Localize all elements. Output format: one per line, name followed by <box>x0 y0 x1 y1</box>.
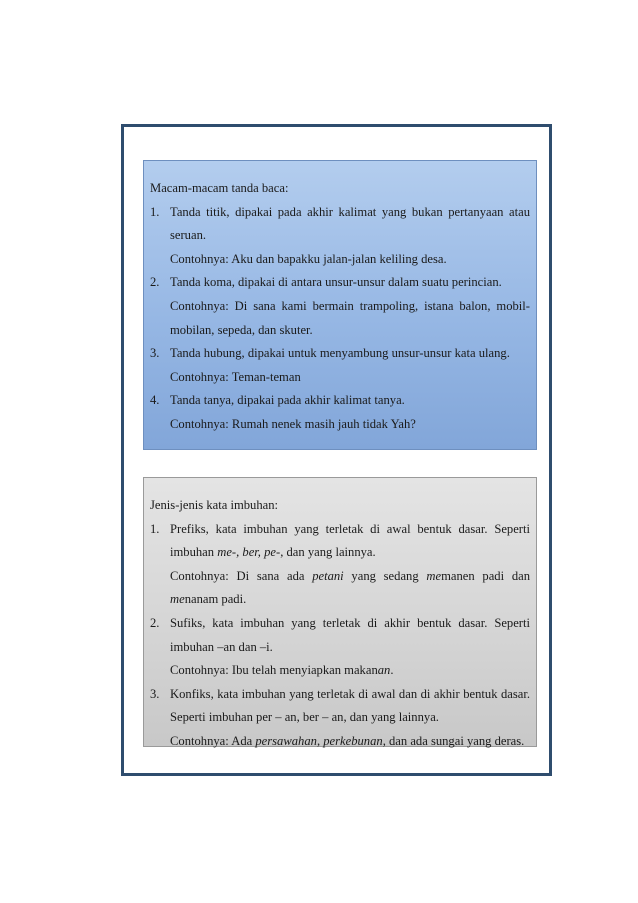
affix-box <box>143 477 537 747</box>
item-example: Contohnya: Rumah nenek masih jauh tidak Yah? <box>170 416 416 431</box>
punctuation-box <box>143 160 537 450</box>
item-number: 1. <box>150 204 160 219</box>
list-item <box>150 389 530 436</box>
punctuation-heading: Macam-macam tanda baca: <box>150 181 289 195</box>
affix-heading: Jenis-jenis kata imbuhan: <box>150 498 279 512</box>
item-number: 1. <box>150 521 160 536</box>
item-example: Contohnya: Teman-teman <box>170 369 301 384</box>
list-item <box>150 201 530 272</box>
item-example: Contohnya: Ada persawahan, perkebunan, dan ada sungai yang deras. <box>170 733 525 748</box>
affix-list <box>150 518 530 754</box>
list-item <box>150 518 530 612</box>
item-text: Konfiks, kata imbuhan yang terletak di awal dan di akhir bentuk dasar. Seperti imbuhan per – an, ber – an, dan yang lainnya. <box>170 686 530 725</box>
item-example: Contohnya: Di sana ada petani yang sedang memanen padi dan menanam padi. <box>170 568 531 607</box>
item-text: Tanda tanya, dipakai pada akhir kalimat tanya. <box>170 393 405 408</box>
item-text: Prefiks, kata imbuhan yang terletak di awal bentuk dasar. Seperti imbuhan me-, ber, pe-, dan yang lainnya. <box>170 521 530 560</box>
item-number: 2. <box>150 615 160 630</box>
punctuation-list <box>150 201 530 437</box>
item-example: Contohnya: Di sana kami bermain trampoling, istana balon, mobil-mobilan, sepeda, dan skuter. <box>170 298 530 337</box>
item-number: 3. <box>150 686 160 701</box>
item-number: 4. <box>150 393 160 408</box>
item-example: Contohnya: Aku dan bapakku jalan-jalan keliling desa. <box>170 251 447 266</box>
item-text: Sufiks, kata imbuhan yang terletak di akhir bentuk dasar. Seperti imbuhan –an dan –i. <box>170 615 530 654</box>
item-example: Contohnya: Ibu telah menyiapkan makanan. <box>170 663 394 678</box>
item-number: 2. <box>150 275 160 290</box>
list-item <box>150 612 530 683</box>
item-text: Tanda koma, dipakai di antara unsur-unsur dalam suatu perincian. <box>170 275 502 290</box>
list-item <box>150 342 530 389</box>
list-item <box>150 683 530 754</box>
list-item <box>150 271 530 342</box>
item-number: 3. <box>150 346 160 361</box>
item-text: Tanda hubung, dipakai untuk menyambung unsur-unsur kata ulang. <box>170 346 510 361</box>
item-text: Tanda titik, dipakai pada akhir kalimat yang bukan pertanyaan atau seruan. <box>170 204 530 243</box>
